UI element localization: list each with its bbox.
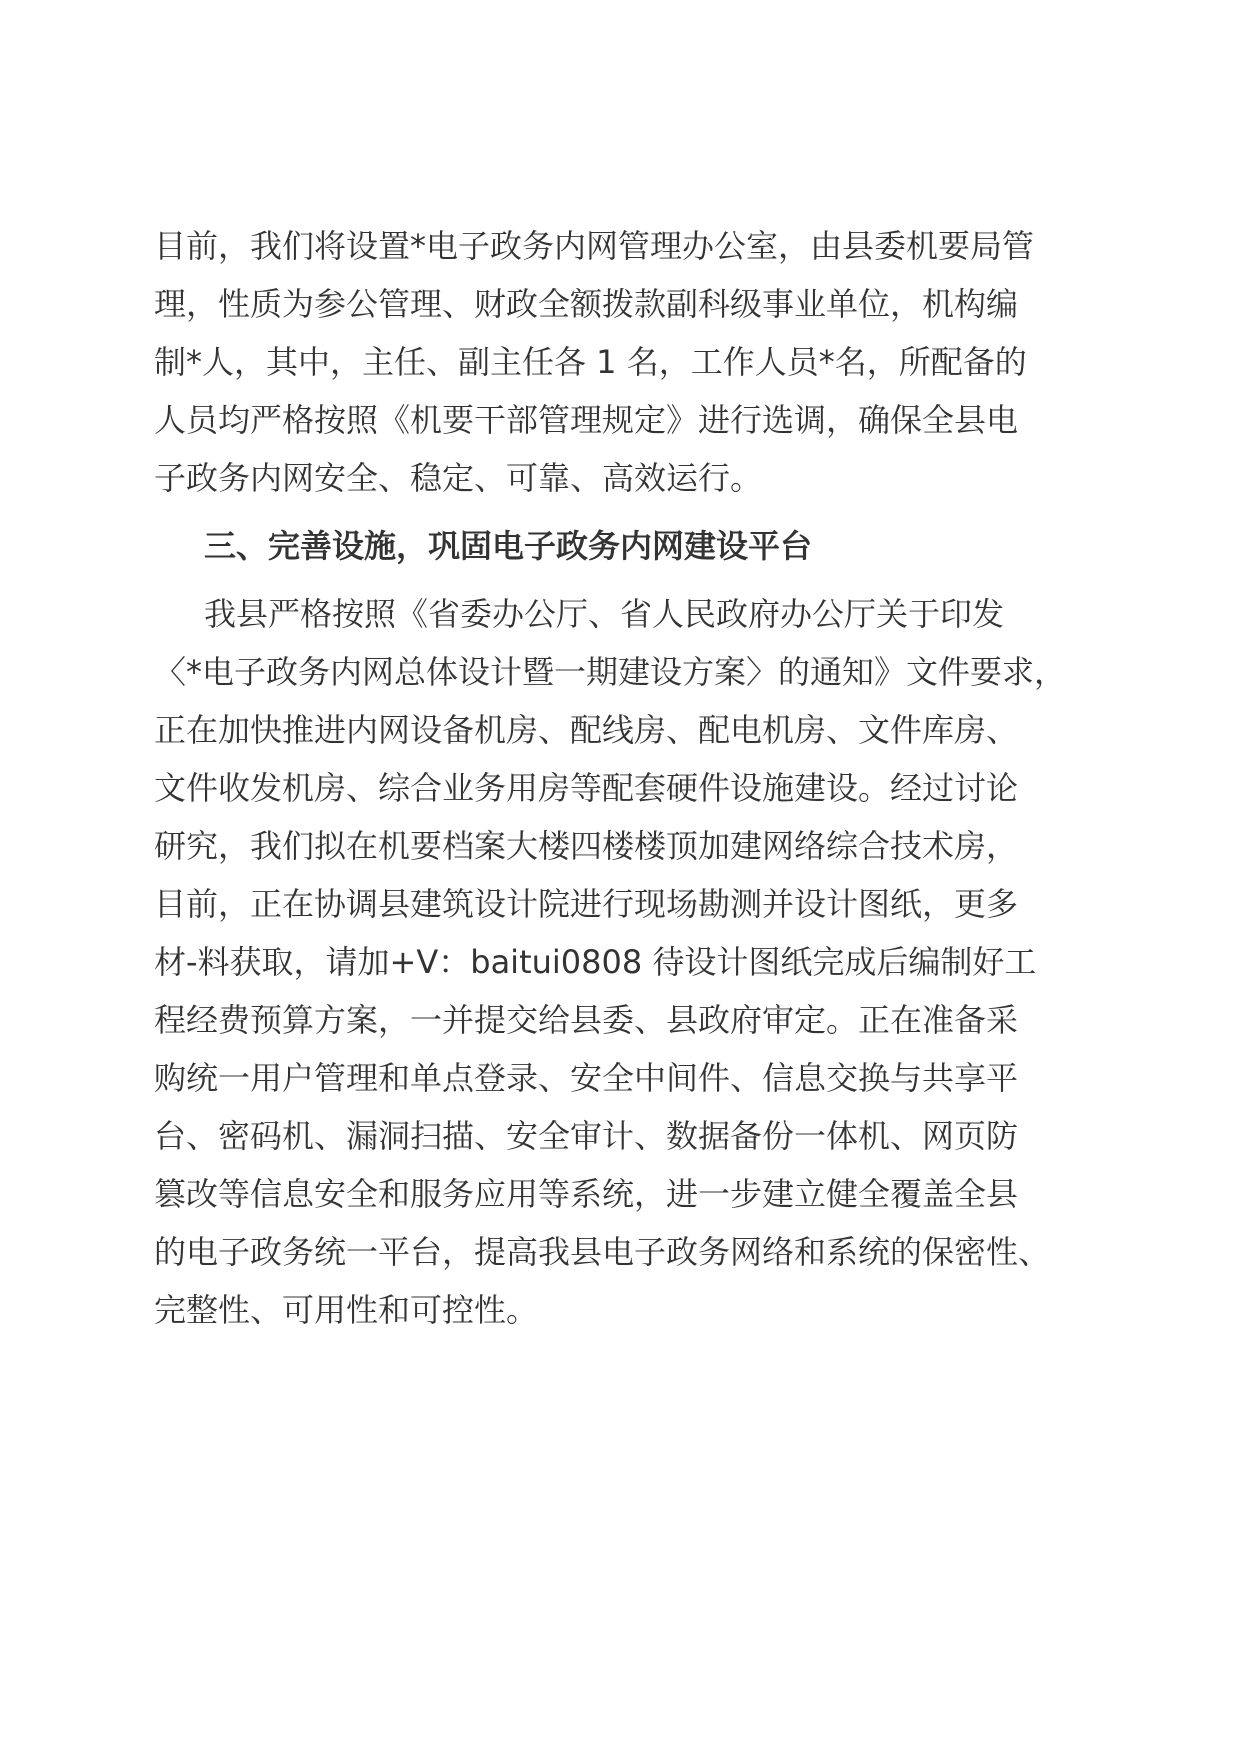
document-page [154,0,1104,1754]
paragraph-1-line: 子政务内网安全、稳定、可靠、高效运行。 [154,459,763,497]
paragraph-1-line: 理，性质为参公管理、财政全额拨款副科级事业单位，机构编 [154,285,1019,323]
paragraph-2-line: 目前，正在协调县建筑设计院进行现场勘测并设计图纸，更多 [154,885,1019,923]
paragraph-1-line: 制*人，其中，主任、副主任各 1 名，工作人员*名，所配备的 [154,343,1027,381]
paragraph-2-line: 篡改等信息安全和服务应用等系统，进一步建立健全覆盖全县 [154,1175,1019,1213]
paragraph-2-line: 文件收发机房、综合业务用房等配套硬件设施建设。经过讨论 [154,769,1019,807]
section-heading: 三、完善设施，巩固电子政务内网建设平台 [204,527,813,565]
paragraph-2-line: 完整性、可用性和可控性。 [154,1291,539,1329]
paragraph-2-line: 正在加快推进内网设备机房、配线房、配电机房、文件库房、 [154,711,1019,749]
paragraph-1-line: 人员均严格按照《机要干部管理规定》进行选调，确保全县电 [154,401,1019,439]
paragraph-2-line: 台、密码机、漏洞扫描、安全审计、数据备份一体机、网页防 [154,1117,1019,1155]
paragraph-2-line: 购统一用户管理和单点登录、安全中间件、信息交换与共享平 [154,1059,1019,1097]
paragraph-2-line: 我县严格按照《省委办公厅、省人民政府办公厅关于印发 [204,595,1005,633]
paragraph-2-line: 材-料获取，请加+V：baitui0808 待设计图纸完成后编制好工 [154,943,1037,981]
paragraph-1-line: 目前，我们将设置*电子政务内网管理办公室，由县委机要局管 [154,227,1035,265]
paragraph-2-line: 〈*电子政务内网总体设计暨一期建设方案〉的通知》文件要求， [154,653,1067,691]
paragraph-2-line: 程经费预算方案，一并提交给县委、县政府审定。正在准备采 [154,1001,1019,1039]
paragraph-2-line: 研究，我们拟在机要档案大楼四楼楼顶加建网络综合技术房， [154,827,1019,865]
paragraph-2-line: 的电子政务统一平台，提高我县电子政务网络和系统的保密性、 [154,1233,1051,1271]
